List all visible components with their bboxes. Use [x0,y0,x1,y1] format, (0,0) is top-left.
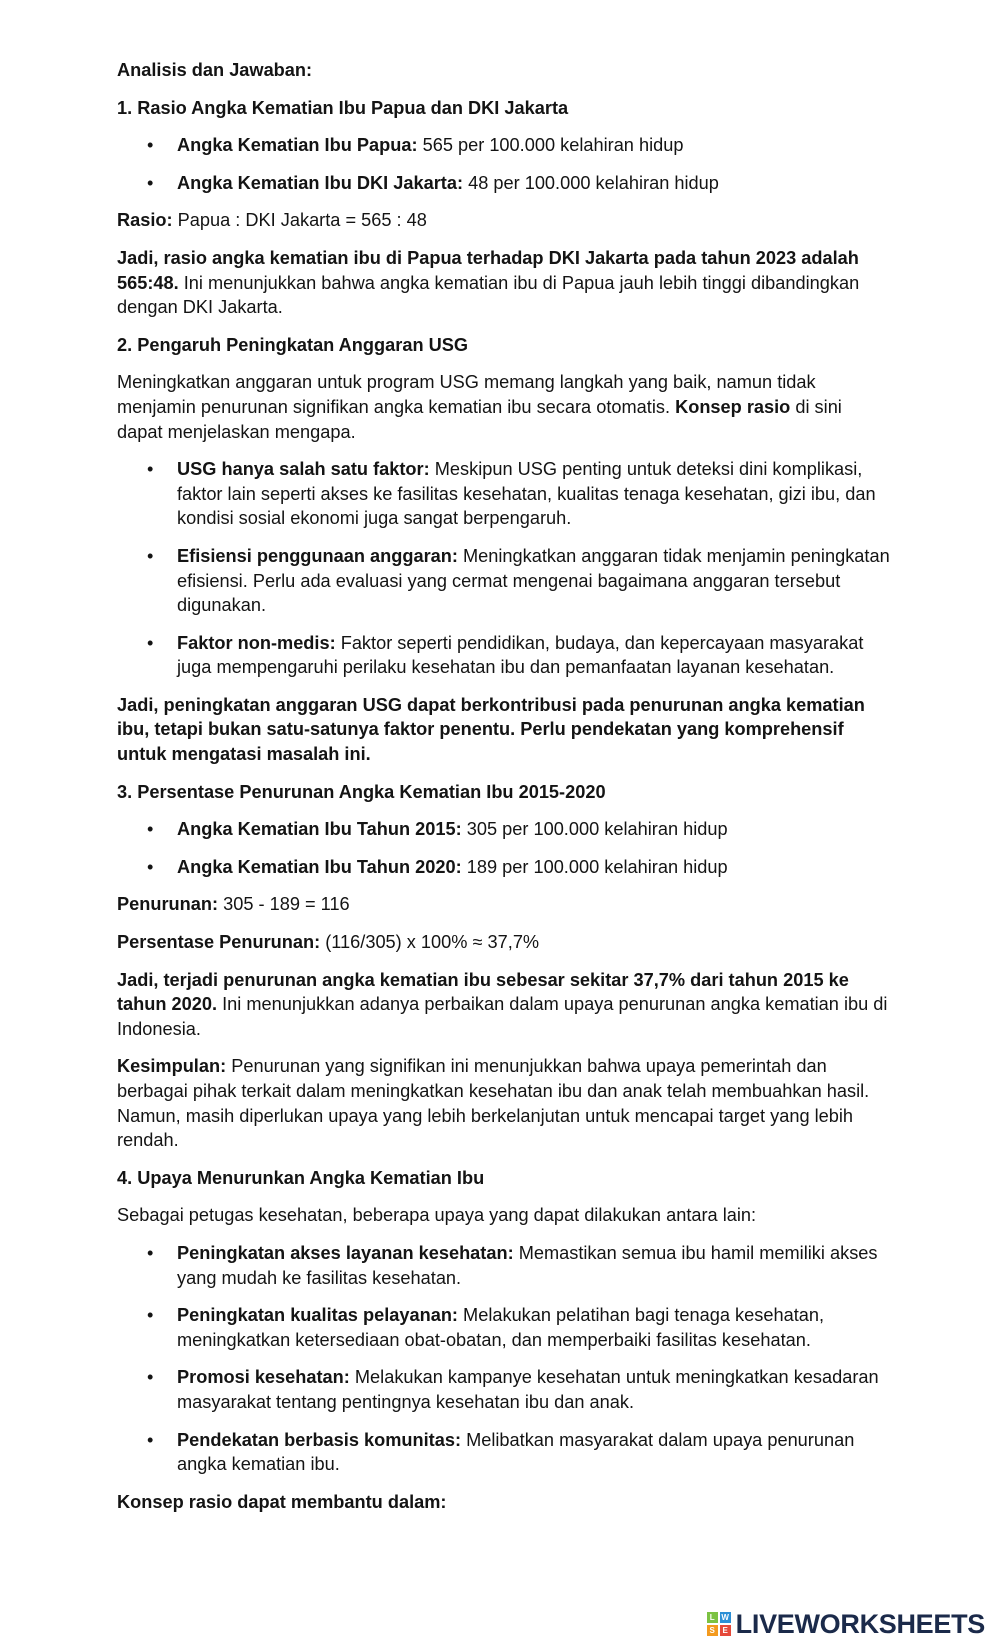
list-item: • Angka Kematian Ibu DKI Jakarta: 48 per 100.000 kelahiran hidup [177,171,892,196]
document-body [117,58,892,1527]
list-item: • Angka Kematian Ibu Tahun 2020: 189 per 100.000 kelahiran hidup [177,855,892,880]
list-item: • Angka Kematian Ibu Tahun 2015: 305 per 100.000 kelahiran hidup [177,817,892,842]
section-2-heading: 2. Pengaruh Peningkatan Anggaran USG [117,334,469,355]
ratio-line: Rasio: Papua : DKI Jakarta = 565 : 48 [117,210,427,231]
list-item: • Pendekatan berbasis komunitas: Melibatkan masyarakat dalam upaya penurunan angka kematian ibu. [177,1428,892,1477]
liveworksheets-logo [707,1609,985,1639]
decrease-line: Penurunan: 305 - 189 = 116 [117,894,350,915]
section-1-heading: 1. Rasio Angka Kematian Ibu Papua dan DKI Jakarta [117,97,569,118]
section-4-heading: 4. Upaya Menurunkan Angka Kematian Ibu [117,1167,485,1188]
summary-paragraph: Kesimpulan: Penurunan yang signifikan ini menunjukkan bahwa upaya pemerintah dan berbagai pihak terkait dalam meningkatkan kesehatan ibu dan anak telah membuahkan hasil. Namun, masih diperlukan upaya yang lebih berkelanjutan untuk mencapai target yang lebih rendah. [117,1056,870,1151]
percentage-line: Persentase Penurunan: (116/305) x 100% ≈ 37,7% [117,932,540,953]
section-2-conclusion: Jadi, peningkatan anggaran USG dapat berkontribusi pada penurunan angka kematian ibu, tetapi bukan satu-satunya faktor penentu. Perlu pendekatan yang komprehensif untuk mengatasi masalah ini. [117,694,865,765]
list-item: • USG hanya salah satu faktor: Meskipun USG penting untuk deteksi dini komplikasi, faktor lain seperti akses ke fasilitas kesehatan, kualitas tenaga kesehatan, gizi ibu, dan kondisi sosial ekonomi juga sangat berpengaruh. [177,457,892,531]
logo-text: LIVEWORKSHEETS [735,1608,985,1639]
section-3-heading: 3. Persentase Penurunan Angka Kematian Ibu 2015-2020 [117,781,606,802]
section-4-intro: Sebagai petugas kesehatan, beberapa upaya yang dapat dilakukan antara lain: [117,1205,757,1226]
list-item: • Peningkatan akses layanan kesehatan: Memastikan semua ibu hamil memiliki akses yang mudah ke fasilitas kesehatan. [177,1241,892,1290]
section-1-list [117,133,892,195]
section-3-conclusion: Jadi, terjadi penurunan angka kematian ibu sebesar sekitar 37,7% dari tahun 2015 ke tahun 2020. Ini menunjukkan adanya perbaikan dalam upaya penurunan angka kematian ibu di Indonesia. [117,969,888,1039]
list-item: • Peningkatan kualitas pelayanan: Melakukan pelatihan bagi tenaga kesehatan, meningkatkan ketersediaan obat-obatan, dan memperbaiki fasilitas kesehatan. [177,1303,892,1352]
section-2-intro: Meningkatkan anggaran untuk program USG memang langkah yang baik, namun tidak menjamin penurunan signifikan angka kematian ibu secara otomatis. Konsep rasio di sini dapat menjelaskan mengapa. [117,372,842,442]
closing-line: Konsep rasio dapat membantu dalam: [117,1491,447,1512]
logo-block-blue: W [721,1613,729,1622]
list-item: • Angka Kematian Ibu Papua: 565 per 100.000 kelahiran hidup [177,133,892,158]
list-item: • Promosi kesehatan: Melakukan kampanye kesehatan untuk meningkatkan kesadaran masyarakat tentang pentingnya kesehatan ibu dan anak. [177,1365,892,1414]
logo-blocks-icon [707,1612,731,1636]
list-item: • Efisiensi penggunaan anggaran: Meningkatkan anggaran tidak menjamin peningkatan efisiensi. Perlu ada evaluasi yang cermat mengenai bagaimana anggaran tersebut digunakan. [177,544,892,618]
logo-block-green: L [707,1612,718,1623]
section-1-conclusion: Jadi, rasio angka kematian ibu di Papua terhadap DKI Jakarta pada tahun 2023 adalah 565:48. Ini menunjukkan bahwa angka kematian ibu di Papua jauh lebih tinggi dibandingkan dengan DKI Jakarta. [117,247,860,318]
section-4-list [117,1241,892,1477]
logo-block-orange: S [707,1625,718,1636]
section-2-list [117,457,892,680]
page-title: Analisis dan Jawaban: [117,60,313,80]
list-item: • Faktor non-medis: Faktor seperti pendidikan, budaya, dan kepercayaan masyarakat juga mempengaruhi perilaku kesehatan ibu dan pemanfaatan layanan kesehatan. [177,631,892,680]
logo-block-red: E [720,1625,731,1636]
section-3-list [117,817,892,879]
